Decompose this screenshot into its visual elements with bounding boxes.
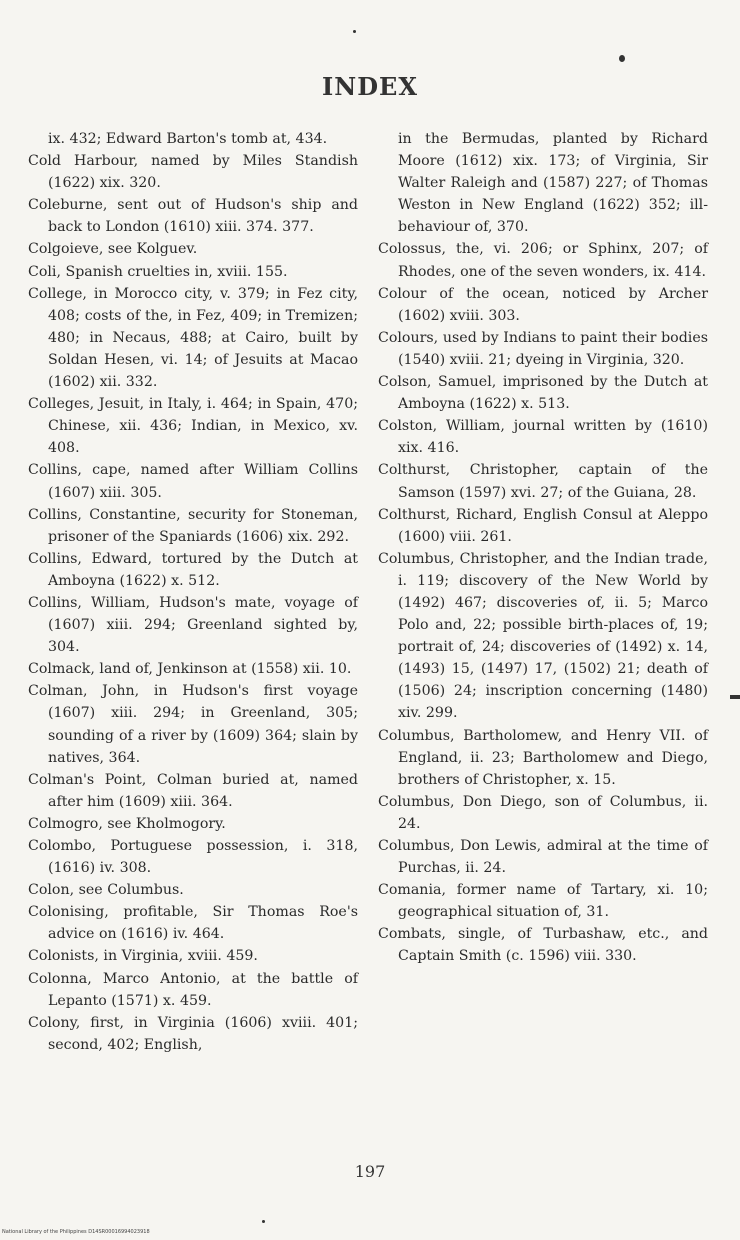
index-entry: Collins, cape, named after William Collins (1607) xiii. 305. [28, 462, 358, 501]
index-entry: Columbus, Don Diego, son of Columbus, ii. 24. [378, 793, 708, 832]
page-title: INDEX [322, 72, 418, 101]
index-entry: Colman, John, in Hudson's first voyage (1607) xiii. 294; in Greenland, 305; sounding of a river by (1609) 364; slain by natives, 364. [28, 683, 358, 766]
speck-mark [262, 1220, 265, 1223]
speck-mark [353, 30, 356, 33]
index-entry: Colon, see Columbus. [28, 882, 184, 899]
index-entry: Colombo, Portuguese possession, i. 318, (1616) iv. 308. [28, 838, 358, 877]
index-column-left [28, 128, 358, 1056]
index-entry: Colmack, land of, Jenkinson at (1558) xii. 10. [28, 661, 352, 678]
index-entry: Colleges, Jesuit, in Italy, i. 464; in Spain, 470; Chinese, xii. 436; Indian, in Mexico, xv. 408. [28, 396, 358, 457]
index-entry: Colston, William, journal written by (1610) xix. 416. [378, 418, 708, 457]
index-entry: Columbus, Don Lewis, admiral at the time of Purchas, ii. 24. [378, 838, 708, 877]
index-entry: Colour of the ocean, noticed by Archer (1602) xviii. 303. [378, 285, 708, 324]
library-credit: National Library of the Philippines D14SR00016994023918 [2, 1229, 150, 1235]
index-entry: Cold Harbour, named by Miles Standish (1622) xix. 320. [28, 153, 358, 192]
index-entry: Combats, single, of Turbashaw, etc., and Captain Smith (c. 1596) viii. 330. [378, 926, 708, 965]
index-entry: Colonists, in Virginia, xviii. 459. [28, 948, 258, 965]
index-entry: Columbus, Bartholomew, and Henry VII. of England, ii. 23; Bartholomew and Diego, brothers of Christopher, x. 15. [378, 727, 708, 788]
index-entry: Collins, Edward, tortured by the Dutch at Amboyna (1622) x. 512. [28, 550, 358, 589]
index-entry: ix. 432; Edward Barton's tomb at, 434. [48, 131, 328, 147]
index-entry: Colmogro, see Kholmogory. [28, 815, 226, 832]
page-number: 197 [354, 1162, 386, 1181]
index-entry: Colossus, the, vi. 206; or Sphinx, 207; of Rhodes, one of the seven wonders, ix. 414. [378, 241, 708, 280]
index-entry: College, in Morocco city, v. 379; in Fez city, 408; costs of the, in Fez, 409; in Tremizen; 480; in Necaus, 488; at Cairo, built by Soldan Hesen, vi. 14; of Jesuits at Macao (1602) xii. 332. [28, 285, 358, 391]
index-entry: Colgoieve, see Kolguev. [28, 241, 198, 258]
index-entry: Coleburne, sent out of Hudson's ship and back to London (1610) xiii. 374. 377. [28, 197, 358, 236]
index-entry: Colonna, Marco Antonio, at the battle of Lepanto (1571) x. 459. [28, 970, 358, 1009]
index-entry: Colthurst, Richard, English Consul at Aleppo (1600) viii. 261. [378, 506, 708, 545]
index-column-right [378, 128, 708, 968]
index-entry: Collins, Constantine, security for Stoneman, prisoner of the Spaniards (1606) xix. 292. [28, 506, 358, 545]
index-entry: in the Bermudas, planted by Richard Moore (1612) xix. 173; of Virginia, Sir Walter Raleigh and (1587) 227; of Thomas Weston in New England (1622) 352; ill-behaviour of, 370. [398, 131, 708, 236]
index-entry: Coli, Spanish cruelties in, xviii. 155. [28, 263, 288, 280]
edge-mark [730, 695, 740, 699]
index-entry: Colman's Point, Colman buried at, named after him (1609) xiii. 364. [28, 771, 358, 810]
speck-mark [619, 55, 625, 62]
index-entry: Colours, used by Indians to paint their bodies (1540) xviii. 21; dyeing in Virginia, 320. [378, 329, 708, 368]
index-entry: Collins, William, Hudson's mate, voyage of (1607) xiii. 294; Greenland sighted by, 304. [28, 594, 358, 656]
index-entry: Columbus, Christopher, and the Indian trade, i. 119; discovery of the New World by (1492) 467; discoveries of, ii. 5; Marco Polo and, 22; possible birth-places of, 19; portrait of, 24; discoveries of (1492) x. 14, (1493) 15, (1497) 17, (1502) 21; death of (1506) 24; inscription concerning (1480) xiv. 299. [378, 550, 708, 722]
index-entry: Colony, first, in Virginia (1606) xviii. 401; second, 402; English, [28, 1014, 358, 1053]
index-entry: Colonising, profitable, Sir Thomas Roe's advice on (1616) iv. 464. [28, 904, 358, 943]
index-entry: Comania, former name of Tartary, xi. 10; geographical situation of, 31. [378, 882, 708, 921]
index-entry: Colson, Samuel, imprisoned by the Dutch at Amboyna (1622) x. 513. [378, 374, 708, 413]
index-entry: Colthurst, Christopher, captain of the Samson (1597) xvi. 27; of the Guiana, 28. [378, 462, 708, 501]
